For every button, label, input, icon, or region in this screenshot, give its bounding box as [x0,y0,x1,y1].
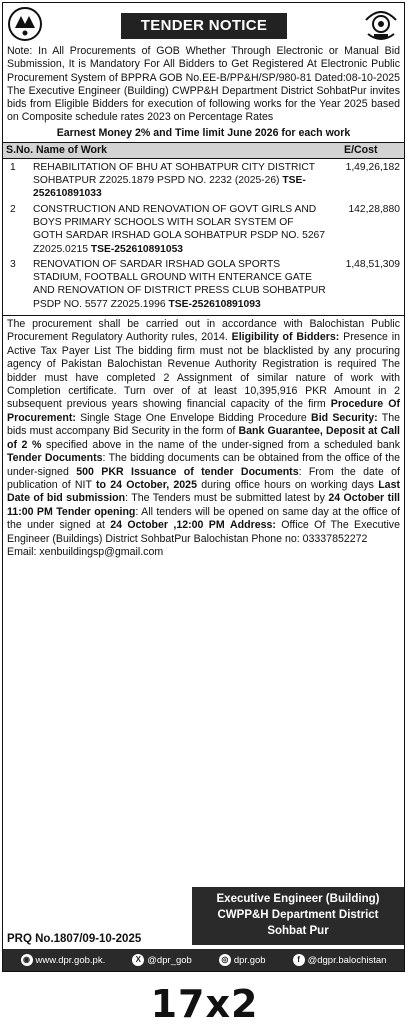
row-cost: 142,28,880 [348,203,400,215]
row-cost: 1,48,51,309 [345,258,400,270]
header-cost: E/Cost [344,143,378,156]
eligibility-label: Eligibility of Bidders: [231,331,340,344]
terms-text: : The bidding documents can be obtained from the office of the under-signed [7,452,400,478]
last-date-label: Last Date of bid submission [7,478,400,505]
twitter-link[interactable] [132,954,192,966]
signature-block [192,887,404,945]
row-sno: 3 [10,258,16,270]
header-sno: S.No. [6,143,34,156]
globe-icon: ◉ [21,954,33,966]
signature-line: Sohbat Pur [267,925,329,937]
dpr-logo-icon [7,6,43,42]
footer [3,887,404,947]
terms-paragraph [3,316,404,559]
tender-documents-label: Tender Documents [7,452,103,465]
instagram-link[interactable] [219,954,266,966]
email-text: Email: xenbuildingsp@gmail.com [7,545,164,558]
procedure-label: Procedure Of Procurement: [7,398,400,424]
web-text: www.dpr.gob.pk. [35,954,106,966]
header [3,3,404,47]
row-name [33,258,326,311]
twitter-text: @dpr_gob [147,954,192,966]
facebook-link[interactable] [293,954,387,966]
row-tse: TSE-252610891053 [90,243,184,255]
security-form: Bank Guarantee, Deposit at Call of 2 % [7,425,400,451]
row-name-text: REHABILITATION OF BHU AT SOHBATPUR CITY DISTRICT SOHBATPUR Z2025.1879 PSPD NO. 2232 (2025-26) [33,161,315,187]
twitter-icon: X [132,954,144,966]
row-sno: 1 [10,161,16,173]
tender-opening-label: Tender opening [56,505,136,518]
social-bar [3,949,404,971]
terms-text: The bids must accompany Bid Security in the form of [7,411,400,438]
row-cost: 1,49,26,182 [345,161,400,173]
row-tse: TSE-252610891033 [33,175,306,200]
ad-size-label: 17x2 [150,982,259,1026]
row-name-text: RENOVATION OF SARDAR IRSHAD GOLA SPORTS STADIUM, FOOTBALL GROUND WITH ENTERANCE GATE AND RENOVATION OF DISTRICT PRESS CLUB SOHBATPUR PSDP NO. 5577 Z2025.1996 [33,258,326,310]
row-sno: 2 [10,203,16,215]
terms-text: : All tenders will be opened on same day at the office of the under signed at [7,505,400,532]
terms-text: The procurement shall be carried out in accordance with Balochistan Public Procurement Regulatory Authority rules, 2014. [7,318,400,344]
facebook-text: @dgpr.balochistan [307,954,387,966]
row-tse: TSE-252610891093 [168,298,261,310]
web-link[interactable] [21,954,106,966]
tender-notice-ad [2,2,405,972]
bid-security-label: Bid Security: [311,411,378,424]
row-name-text: CONSTRUCTION AND RENOVATION OF GOVT GIRLS AND BOYS PRIMARY SCHOOLS WITH SOLAR SYSTEM OF GOTH SARDAR IRSHAD GOLA SOHBATPUR PSDP NO. 5267 Z2025.0215 [33,203,326,255]
terms-text: : The Tenders must be submitted latest by [125,492,325,505]
prq-number: PRQ No.1807/09-10-2025 [7,933,142,945]
row-name [33,161,326,201]
header-name-of-work: Name of Work [36,143,108,156]
terms-text: Presence in Active Tax Payer List The bidding firm must not be blacklisted by any procuring agency of Pakistan Balochistan Revenue Authority Registration is required The bidder must have completed 2 Assignment of similar nature of work with Completion certificate. Turn over of at least 10,395,916 PKR Amount in 2 subsequent previous years showing financial capacity of the firm [7,331,400,411]
document-fee: 500 PKR Issuance of tender Documents [76,465,299,478]
row-name [33,203,326,256]
earnest-money-line: Earnest Money 2% and Time limit June 2026 for each work [56,126,351,139]
terms-text: : From the date of publication of NIT [7,465,400,491]
instagram-icon: ◎ [219,954,231,966]
government-seal-icon [362,6,400,42]
signature-line: CWPP&H Department District [217,909,379,921]
signature-line: Executive Engineer (Building) [216,893,380,905]
table-row [3,159,404,201]
table-header [3,142,404,159]
terms-text: during office hours on working days [201,478,374,491]
address-text: Office Of The Executive Engineer (Buildings) District SohbatPur Balochistan Phone no: 03337852272 [7,519,400,545]
facebook-icon: f [293,954,305,966]
document-date: to 24 October, 2025 [96,478,197,491]
terms-text: Single Stage One Envelope Bidding Procedure [80,411,307,424]
terms-text: specified above in the name of the under-signed from a scheduled bank [45,438,400,451]
last-date: 24 October till 11:00 PM [7,492,400,518]
address-label: Address: [230,519,276,532]
table-row [3,201,404,256]
page-title: TENDER NOTICE [121,13,287,39]
opening-time: 24 October ,12:00 PM [110,519,225,532]
table-row [3,256,404,311]
instagram-text: dpr.gob [233,954,266,966]
note-paragraph: Note: In All Procurements of GOB Whether Through Electronic or Manual Bid Submission, It is Mandatory For All Bidders to Get Registered At Electronic Public Procurement System of BPPRA GOB No.EE-B/PP&H/SP/980-81 Dated:08-10-2025 The Executive Engineer (Building) CWPP&H Department District SohbatPur invites bids from Eligible Bidders for execution of following works for the Year 2025 based on Composite schedule rates 2023 on Percentage Rates [7,45,400,124]
